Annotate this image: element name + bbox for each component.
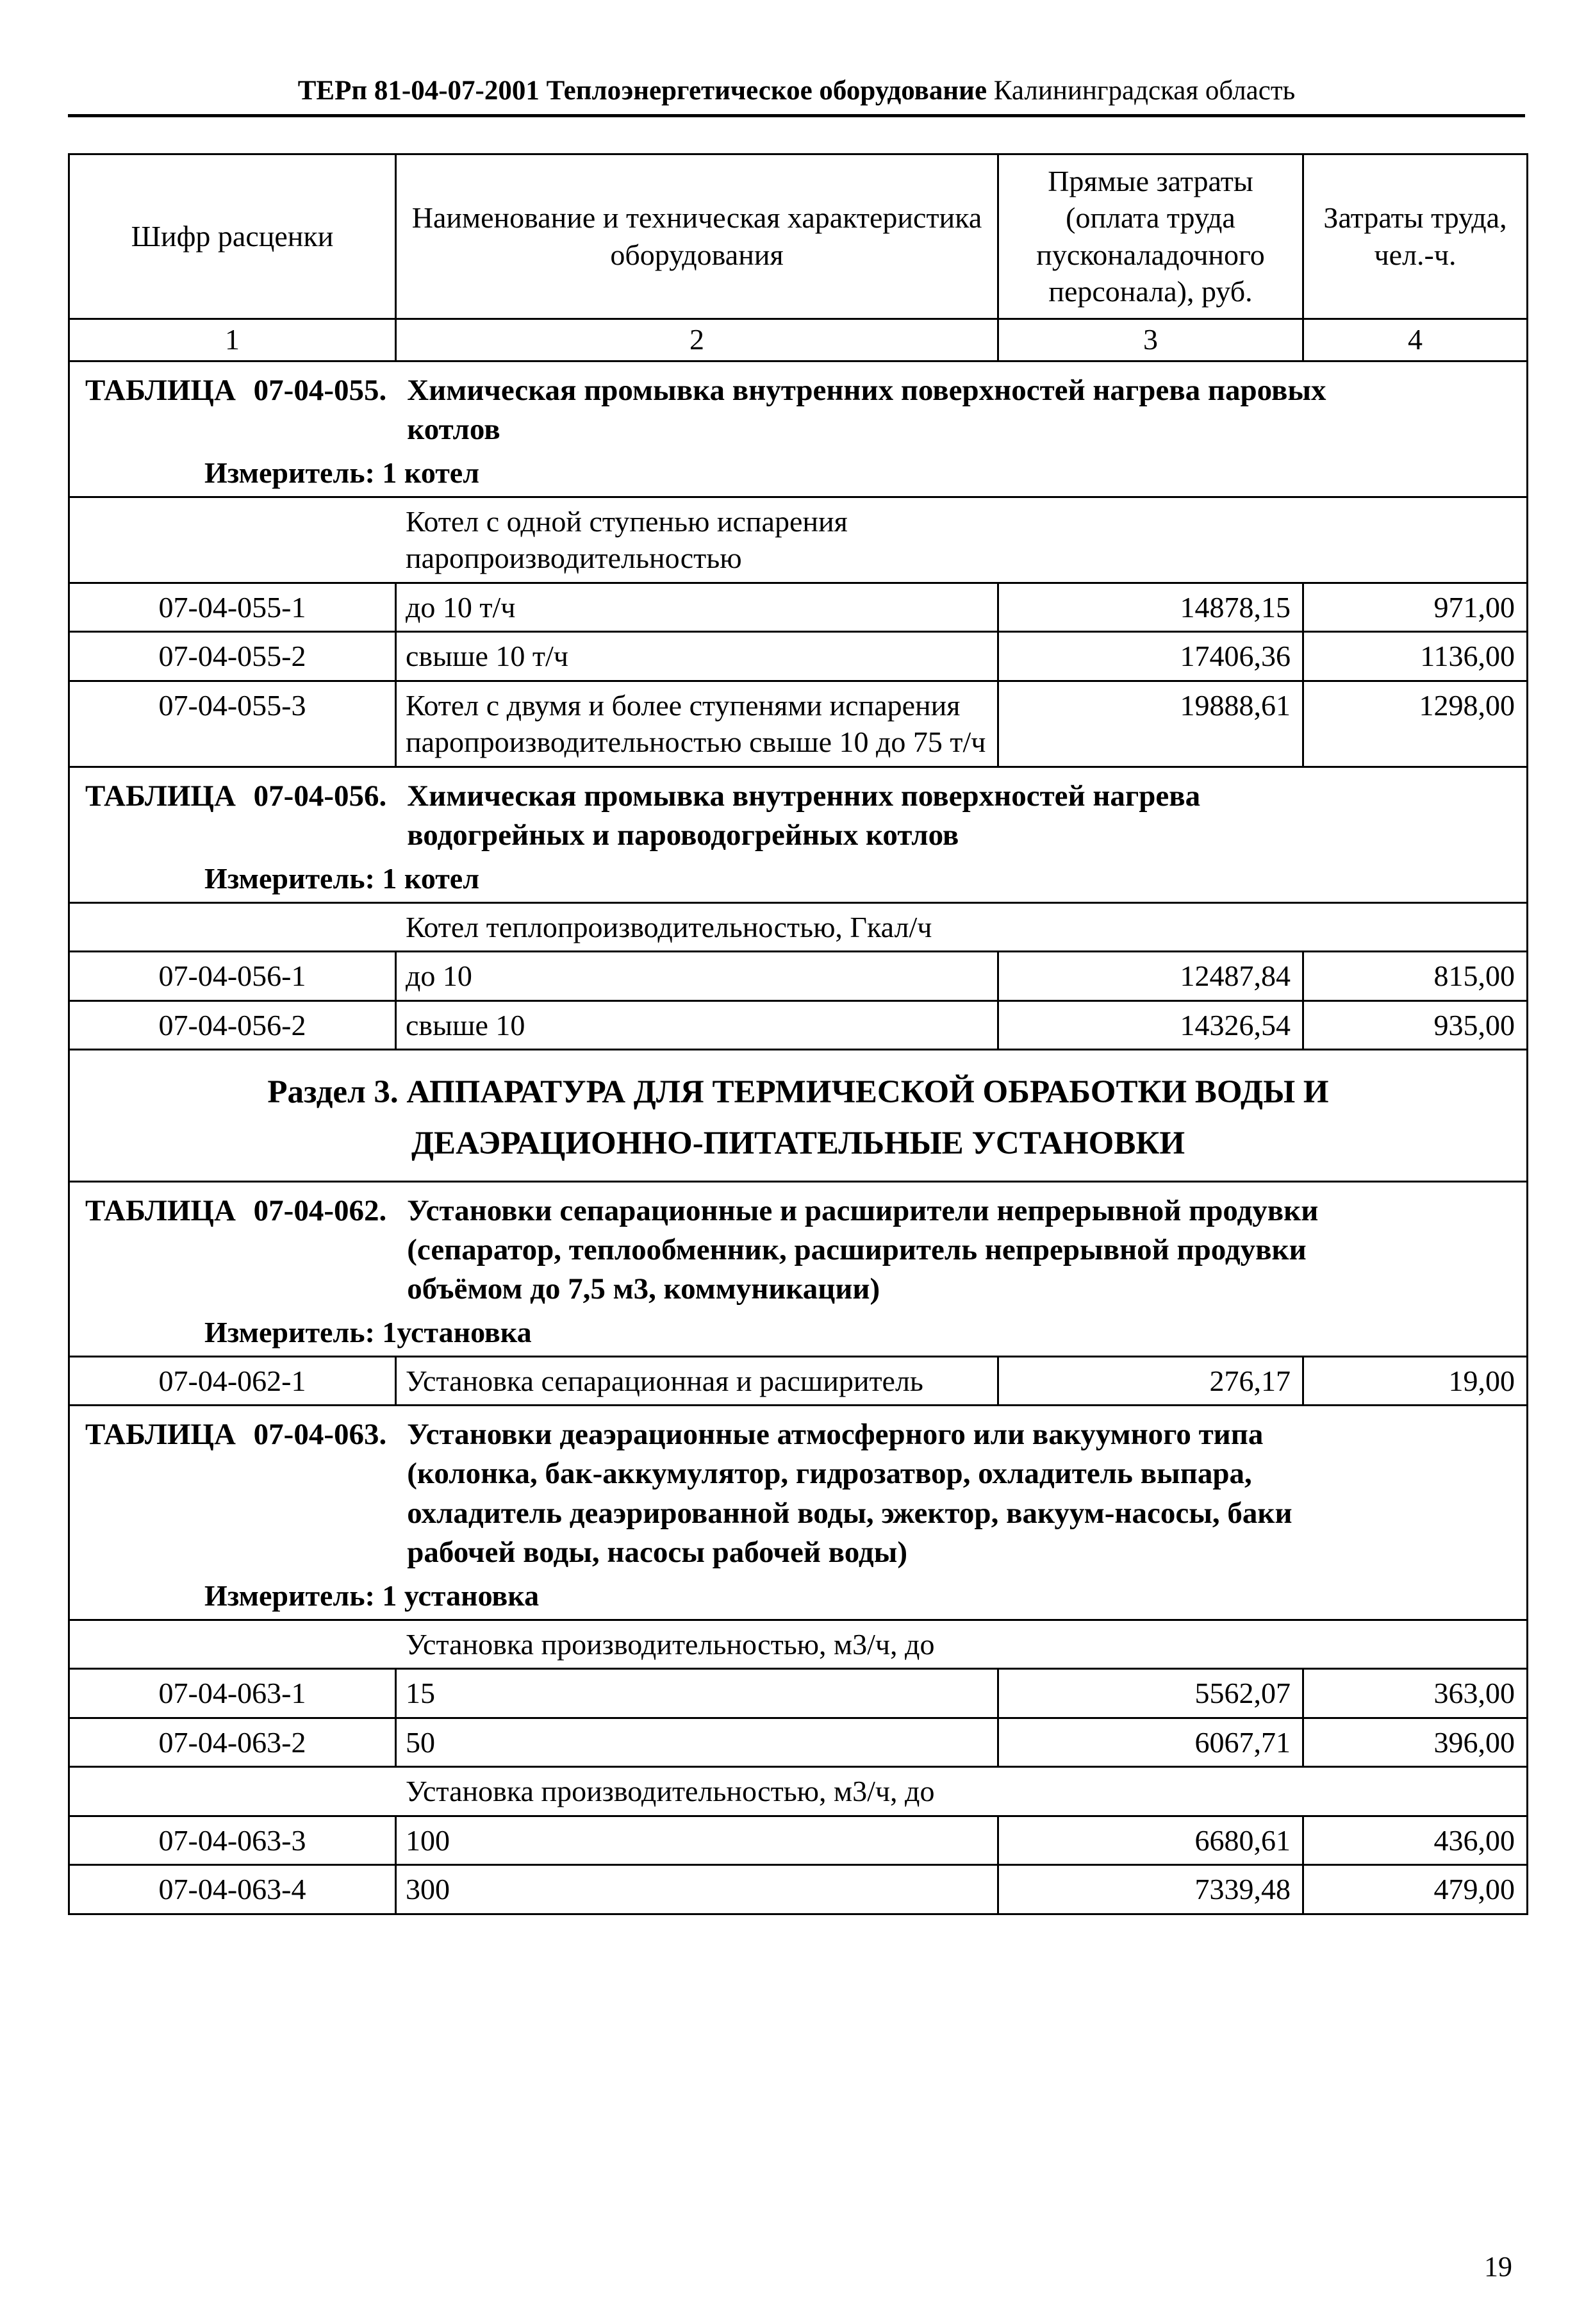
table-caption-number: ТАБЛИЦА 07-04-055.	[85, 373, 387, 407]
table-row	[69, 1816, 1528, 1865]
row-direct-costs-cell: 6680,61	[998, 1816, 1303, 1865]
table-row	[69, 1718, 1528, 1767]
column-numbers-row	[69, 319, 1528, 361]
section-caption-row	[69, 1181, 1528, 1356]
row-labor-cell: 1298,00	[1303, 681, 1528, 767]
section-caption-cell	[69, 361, 1528, 497]
row-name-cell: до 10	[396, 952, 998, 1001]
row-direct-costs-cell: 14326,54	[998, 1000, 1303, 1050]
table-row	[69, 1865, 1528, 1914]
table-caption-number: ТАБЛИЦА 07-04-063.	[85, 1418, 387, 1452]
table-caption-title: Химическая промывка внутренних поверхностей нагрева водогрейных и пароводогрейных котлов	[407, 779, 1201, 852]
group-header-text: Котел с одной ступенью испарения паропроизводительностью	[406, 504, 848, 575]
group-header-row	[69, 1767, 1528, 1816]
rates-table	[68, 153, 1528, 1915]
row-name-cell: 300	[396, 1865, 998, 1914]
section-caption-row	[69, 767, 1528, 902]
col-number: 2	[396, 319, 998, 361]
row-code-cell: 07-04-062-1	[69, 1356, 396, 1406]
doc-header	[68, 74, 1525, 117]
table-caption-number: ТАБЛИЦА 07-04-062.	[85, 1193, 387, 1227]
col-header-labor: Затраты труда, чел.-ч.	[1303, 154, 1528, 319]
group-header-text: Котел теплопроизводительностью, Гкал/ч	[406, 910, 932, 943]
group-header-text: Установка производительностью, м3/ч, до	[406, 1627, 935, 1661]
section-caption-row	[69, 361, 1528, 497]
group-header-cell	[69, 1620, 1528, 1669]
row-labor-cell: 396,00	[1303, 1718, 1528, 1767]
page-number: 19	[1484, 2251, 1512, 2282]
col-number: 3	[998, 319, 1303, 361]
row-name-cell: Котел с двумя и более ступенями испарения паропроизводительностью свыше 10 до 75 т/ч	[396, 681, 998, 767]
row-code-cell: 07-04-056-1	[69, 952, 396, 1001]
row-name-cell: 100	[396, 1816, 998, 1865]
row-code-cell: 07-04-063-1	[69, 1669, 396, 1718]
row-labor-cell: 19,00	[1303, 1356, 1528, 1406]
row-labor-cell: 436,00	[1303, 1816, 1528, 1865]
section-caption-cell	[69, 1406, 1528, 1620]
row-code-cell: 07-04-055-1	[69, 583, 396, 632]
table-caption	[85, 1415, 1514, 1572]
row-code-cell: 07-04-055-3	[69, 681, 396, 767]
row-name-cell: 50	[396, 1718, 998, 1767]
measurer-label: Измеритель: 1установка	[204, 1315, 532, 1349]
section-caption-row	[69, 1406, 1528, 1620]
table-header-row	[69, 154, 1528, 319]
table-caption	[85, 1191, 1514, 1309]
razdel-heading-cell	[69, 1050, 1528, 1181]
table-caption-title: Установки сепарационные и расширители непрерывной продувки (сепаратор, теплообменник, расширитель непрерывной продувки объёмом до 7,5 м3, коммуникации)	[407, 1193, 1319, 1306]
table-row	[69, 1000, 1528, 1050]
group-header-row	[69, 1620, 1528, 1669]
table-caption-title: Химическая промывка внутренних поверхностей нагрева паровых котлов	[407, 373, 1326, 446]
measurer-label: Измеритель: 1 котел	[204, 456, 480, 489]
col-header-direct-costs: Прямые затраты (оплата труда пусконаладочного персонала), руб.	[998, 154, 1303, 319]
table-caption-number: ТАБЛИЦА 07-04-056.	[85, 779, 387, 813]
table-row	[69, 681, 1528, 767]
row-code-cell: 07-04-063-3	[69, 1816, 396, 1865]
group-header-cell	[69, 1767, 1528, 1816]
section-caption-cell	[69, 767, 1528, 902]
row-direct-costs-cell: 7339,48	[998, 1865, 1303, 1914]
row-labor-cell: 479,00	[1303, 1865, 1528, 1914]
row-direct-costs-cell: 12487,84	[998, 952, 1303, 1001]
table-row	[69, 583, 1528, 632]
razdel-heading-line1: Раздел 3. АППАРАТУРА ДЛЯ ТЕРМИЧЕСКОЙ ОБРАБОТКИ ВОДЫ И	[267, 1074, 1329, 1111]
table-row	[69, 1669, 1528, 1718]
group-header-cell	[69, 902, 1528, 952]
group-header-row	[69, 497, 1528, 583]
row-labor-cell: 935,00	[1303, 1000, 1528, 1050]
group-header-text: Установка производительностью, м3/ч, до	[406, 1775, 935, 1808]
doc-header-region: Калининградская область	[993, 76, 1296, 106]
row-direct-costs-cell: 5562,07	[998, 1669, 1303, 1718]
table-caption	[85, 371, 1514, 449]
row-direct-costs-cell: 6067,71	[998, 1718, 1303, 1767]
row-labor-cell: 363,00	[1303, 1669, 1528, 1718]
row-code-cell: 07-04-055-2	[69, 632, 396, 681]
col-number: 4	[1303, 319, 1528, 361]
col-header-name: Наименование и техническая характеристика оборудования	[396, 154, 998, 319]
row-labor-cell: 815,00	[1303, 952, 1528, 1001]
group-header-row	[69, 902, 1528, 952]
row-code-cell: 07-04-063-2	[69, 1718, 396, 1767]
table-row	[69, 1356, 1528, 1406]
row-direct-costs-cell: 276,17	[998, 1356, 1303, 1406]
razdel-heading-line2: ДЕАЭРАЦИОННО-ПИТАТЕЛЬНЫЕ УСТАНОВКИ	[411, 1125, 1185, 1161]
razdel-heading-row	[69, 1050, 1528, 1181]
row-name-cell: 15	[396, 1669, 998, 1718]
group-header-cell	[69, 497, 1528, 583]
doc-header-title: ТЕРп 81-04-07-2001 Теплоэнергетическое оборудование	[297, 76, 987, 106]
row-name-cell: свыше 10	[396, 1000, 998, 1050]
row-labor-cell: 1136,00	[1303, 632, 1528, 681]
table-row	[69, 952, 1528, 1001]
table-caption	[85, 777, 1514, 855]
table-caption-title: Установки деаэрационные атмосферного или вакуумного типа (колонка, бак-аккумулятор, гидрозатвор, охладитель выпара, охладитель деаэрированной воды, эжектор, вакуум-насосы, баки рабочей воды, насосы рабочей воды)	[407, 1418, 1292, 1569]
table-row	[69, 632, 1528, 681]
row-code-cell: 07-04-063-4	[69, 1865, 396, 1914]
row-direct-costs-cell: 19888,61	[998, 681, 1303, 767]
row-name-cell: Установка сепарационная и расширитель	[396, 1356, 998, 1406]
row-direct-costs-cell: 14878,15	[998, 583, 1303, 632]
row-name-cell: до 10 т/ч	[396, 583, 998, 632]
row-labor-cell: 971,00	[1303, 583, 1528, 632]
col-header-code: Шифр расценки	[69, 154, 396, 319]
measurer-label: Измеритель: 1 установка	[204, 1579, 540, 1612]
measurer-label: Измеритель: 1 котел	[204, 861, 480, 895]
row-code-cell: 07-04-056-2	[69, 1000, 396, 1050]
row-name-cell: свыше 10 т/ч	[396, 632, 998, 681]
col-number: 1	[69, 319, 396, 361]
row-direct-costs-cell: 17406,36	[998, 632, 1303, 681]
section-caption-cell	[69, 1181, 1528, 1356]
